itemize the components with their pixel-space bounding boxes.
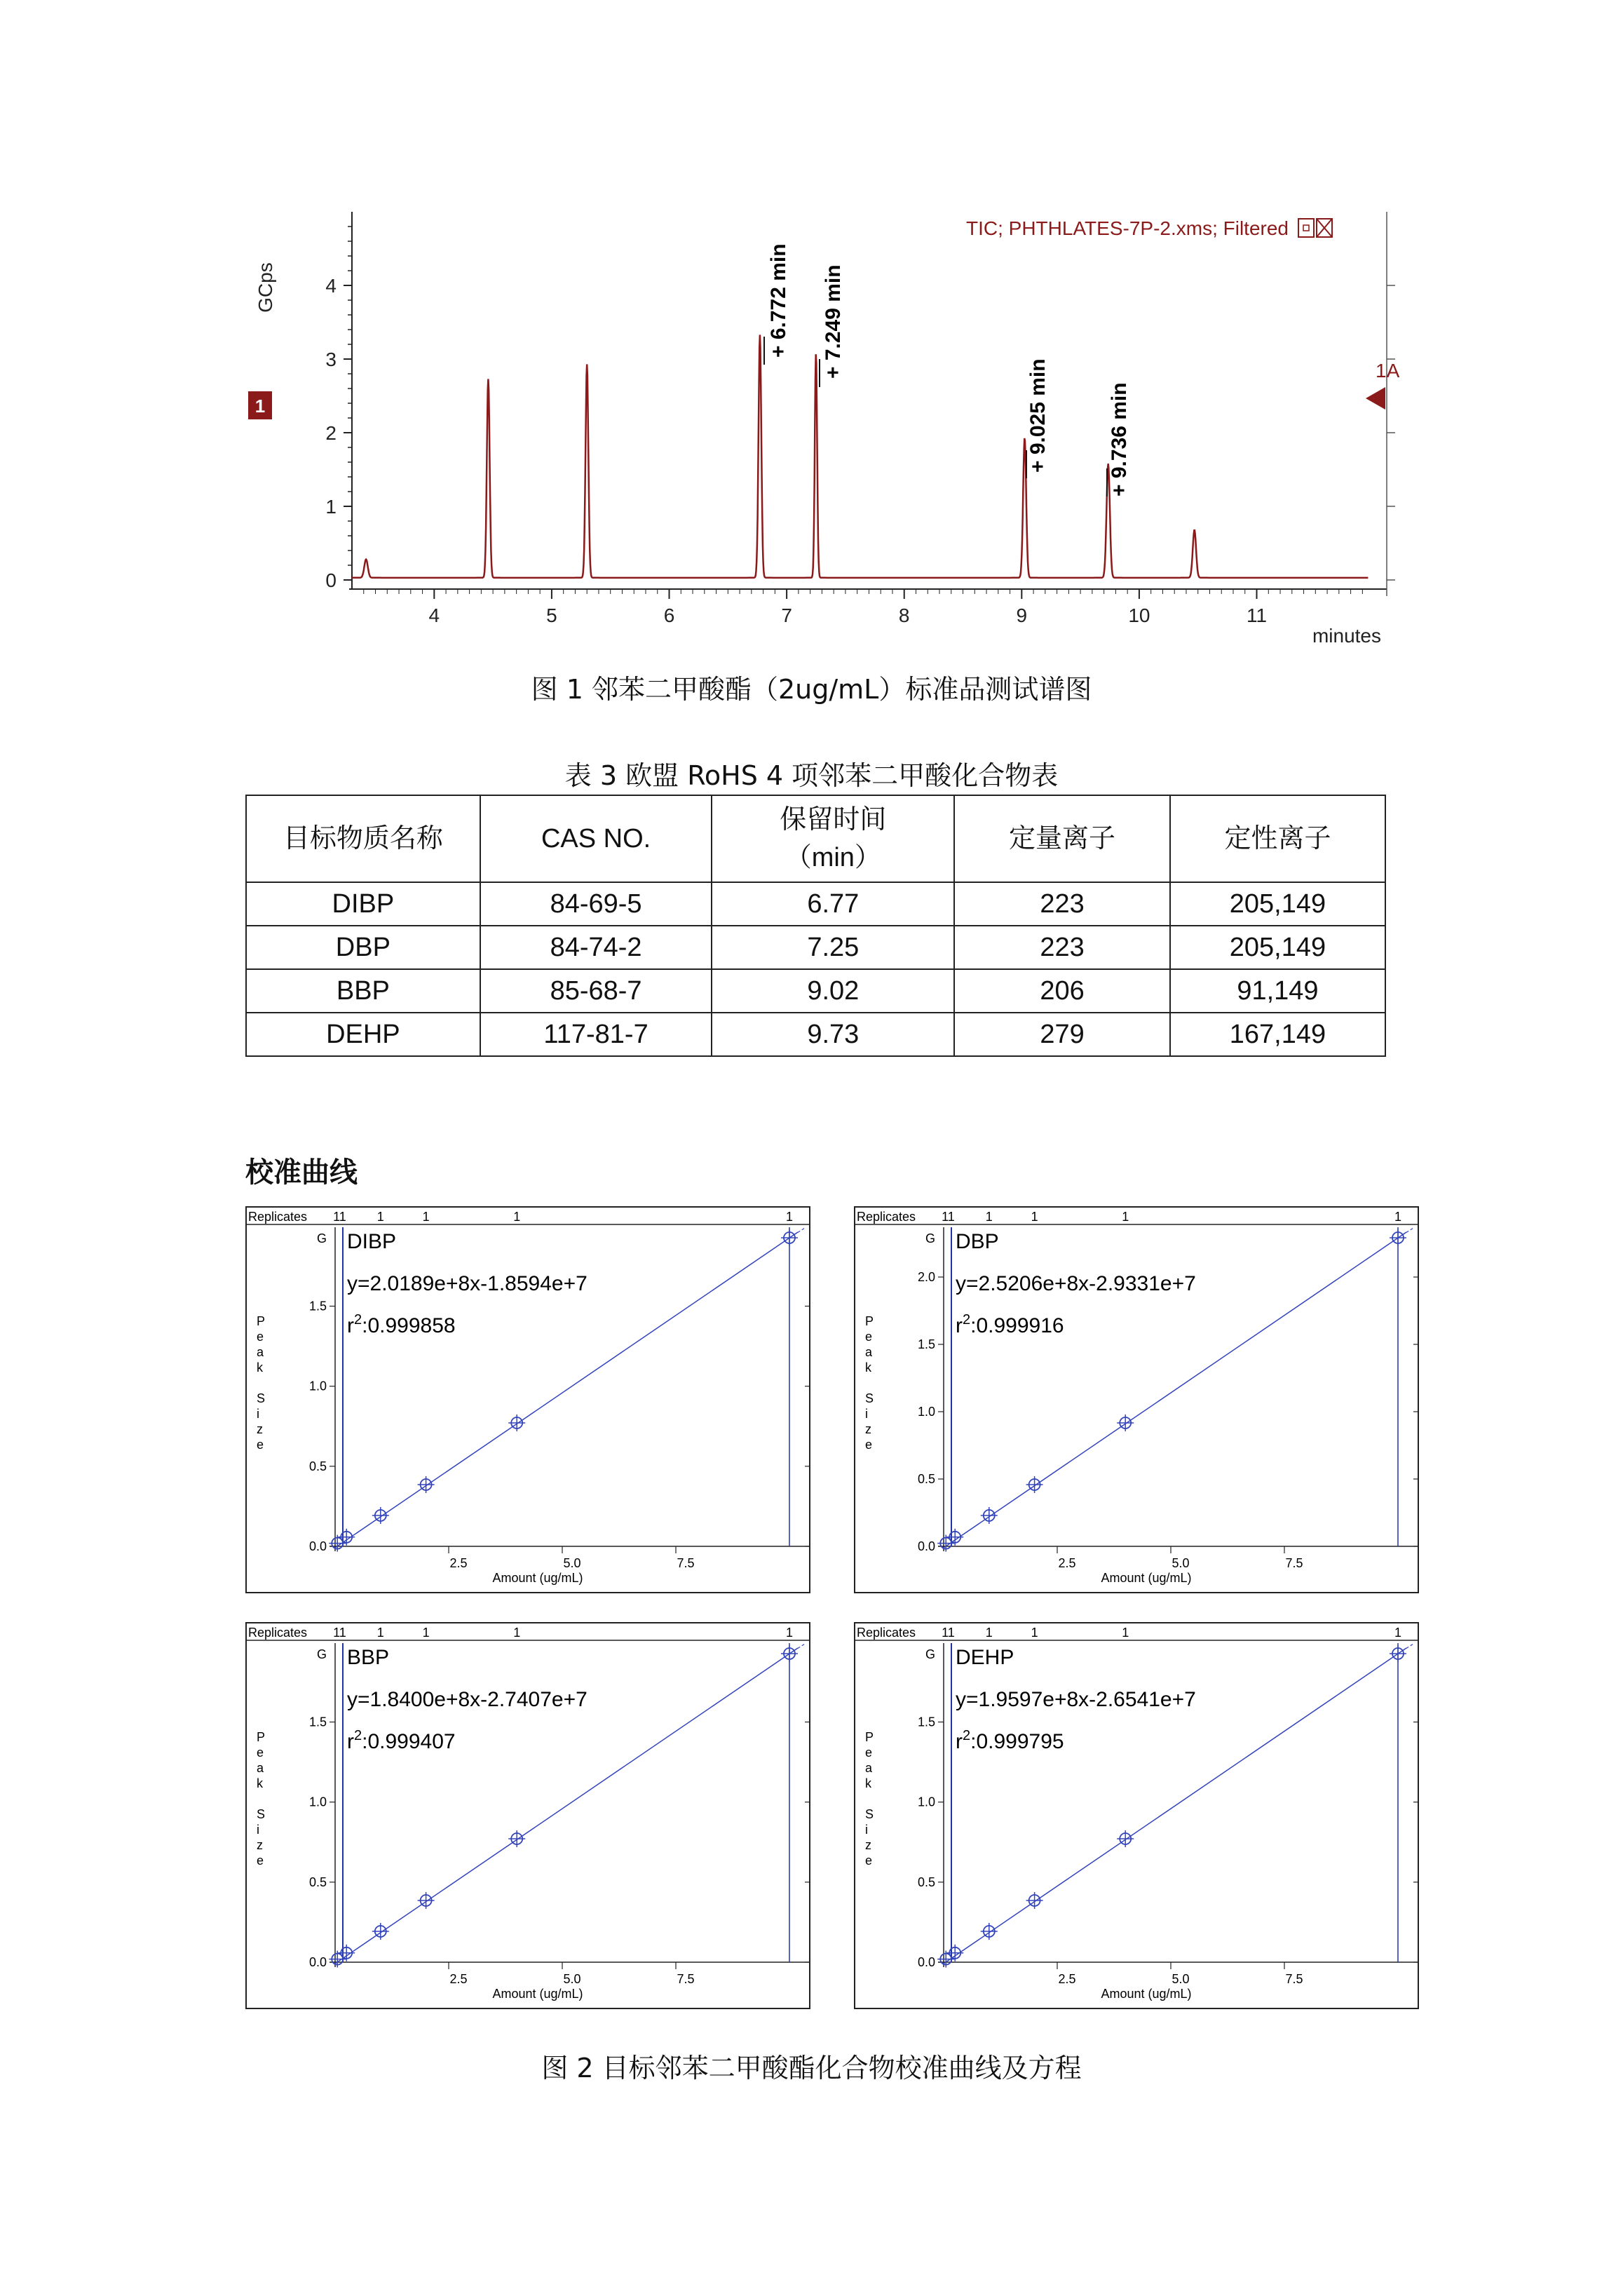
plot-x-tick-label: 5.0 — [1172, 1556, 1190, 1570]
plot-y-tick-label: 1.5 — [308, 1715, 327, 1729]
cell-qual: 91,149 — [1170, 969, 1385, 1013]
plot-frame — [246, 1207, 810, 1593]
plot-y-tick-label: 2.0 — [917, 1270, 935, 1284]
replicate-count: 1 — [1122, 1210, 1129, 1224]
table3-title: 表 3 欧盟 RoHS 4 项邻苯二甲酸化合物表 — [564, 760, 1059, 791]
replicate-count: 11 — [333, 1210, 346, 1224]
r-squared — [956, 1312, 1064, 1337]
r-squared-value: :0.999795 — [970, 1730, 1064, 1753]
plot-ylabel-letter: e — [257, 1438, 264, 1452]
cell-qual: 205,149 — [1170, 926, 1385, 969]
section-title-calibration: 校准曲线 — [245, 1156, 358, 1189]
calibration-plot-dibp — [245, 1206, 810, 1593]
calibration-equation: y=1.8400e+8x-2.7407e+7 — [347, 1688, 588, 1711]
plot-ylabel-letter: i — [865, 1823, 868, 1837]
plot-ylabel-letter: S — [865, 1807, 874, 1821]
x-tick-label: 10 — [1128, 605, 1150, 626]
compound-name: DIBP — [347, 1230, 397, 1253]
peak-label-text: + 9.736 min — [1108, 382, 1131, 497]
plot-x-tick-label: 2.5 — [449, 1972, 468, 1986]
plot-y-tick-label: 1.5 — [308, 1299, 327, 1314]
plot-ylabel-letter: P — [865, 1730, 874, 1744]
figure2-caption: 图 2 目标邻苯二甲酸酯化合物校准曲线及方程 — [541, 2053, 1082, 2084]
y-tick-label: 3 — [325, 349, 337, 370]
plot-x-tick-label: 5.0 — [1172, 1972, 1190, 1986]
table-header-row — [246, 795, 1385, 882]
cell-quant: 223 — [954, 882, 1170, 926]
plot-ylabel-letter: a — [865, 1761, 873, 1775]
peak-label-6772 — [764, 243, 790, 365]
plot-ylabel-letter: z — [257, 1422, 263, 1436]
replicate-count: 1 — [1394, 1626, 1402, 1640]
replicate-count: 1 — [1031, 1210, 1038, 1224]
r-squared — [956, 1728, 1064, 1753]
y-tick-label: 0 — [325, 569, 337, 591]
plot-ylabel-letter: P — [865, 1314, 874, 1328]
replicate-count: 11 — [942, 1210, 955, 1224]
replicate-count: 1 — [1394, 1210, 1402, 1224]
r-squared-superscript: 2 — [354, 1728, 362, 1743]
r-squared-superscript: 2 — [354, 1312, 362, 1328]
peak-label-7249 — [820, 264, 845, 387]
x-tick-label: 9 — [1016, 605, 1028, 626]
plot-ylabel-letter: i — [257, 1823, 259, 1837]
chromatogram-legend: TIC; PHTHLATES-7P-2.xms; Filtered — [965, 217, 1289, 239]
replicate-count: 1 — [513, 1626, 521, 1640]
unit-marker: G — [316, 1231, 327, 1245]
compound-name: DBP — [956, 1230, 999, 1253]
header-target-name: 目标物质名称 — [246, 795, 480, 882]
r-squared-prefix: r — [347, 1730, 354, 1753]
replicate-count: 1 — [785, 1626, 794, 1640]
chromatogram-ylabel: GCps — [254, 262, 276, 313]
x-tick-label: 4 — [428, 605, 440, 626]
y-tick-label: 1 — [325, 496, 337, 518]
cell-rt: 6.77 — [712, 882, 954, 926]
replicate-count: 1 — [376, 1626, 384, 1640]
cell-quant: 279 — [954, 1013, 1170, 1056]
r-squared-prefix: r — [956, 1730, 963, 1753]
plot-ylabel-letter: P — [257, 1730, 266, 1744]
cell-quant: 206 — [954, 969, 1170, 1013]
plot-y-tick-label: 0.0 — [308, 1955, 327, 1969]
plot-y-tick-label: 1.0 — [308, 1795, 327, 1809]
plot-ylabel-letter: e — [257, 1853, 264, 1868]
r-squared-value: :0.999858 — [362, 1314, 456, 1337]
right-marker-arrow[interactable] — [1366, 387, 1385, 410]
unit-marker: G — [925, 1231, 935, 1245]
y-tick-label: 4 — [325, 275, 337, 297]
chromatogram-xlabel: minutes — [1312, 625, 1381, 647]
r-squared-superscript: 2 — [963, 1728, 971, 1743]
plot-y-tick-label: 1.0 — [308, 1379, 327, 1393]
plot-ylabel-letter: a — [257, 1761, 264, 1775]
cell-rt: 9.02 — [712, 969, 954, 1013]
plot-frame — [246, 1623, 810, 2008]
plot-xlabel: Amount (ug/mL) — [492, 1987, 583, 2001]
plot-y-tick-label: 0.5 — [917, 1472, 935, 1486]
plot-ylabel-letter: e — [257, 1745, 264, 1760]
cell-cas: 84-69-5 — [480, 882, 712, 926]
x-tick-label: 8 — [898, 605, 910, 626]
plot-ylabel-letter: e — [865, 1745, 873, 1760]
plot-ylabel-letter: i — [865, 1407, 868, 1421]
right-marker-label: 1A — [1376, 360, 1400, 381]
chromatogram — [231, 203, 1409, 666]
cell-rt: 9.73 — [712, 1013, 954, 1056]
plot-ylabel-letter: S — [865, 1391, 874, 1405]
plot-ylabel-letter: k — [865, 1776, 871, 1790]
r-squared — [347, 1728, 456, 1753]
cell-name: BBP — [246, 969, 480, 1013]
calibration-plot-bbp — [245, 1622, 810, 2009]
plot-ylabel-letter: e — [865, 1438, 873, 1452]
table-row — [246, 882, 1385, 926]
compound-name: BBP — [347, 1646, 390, 1669]
plot-ylabel-letter: P — [257, 1314, 266, 1328]
plot-ylabel-letter: S — [257, 1807, 266, 1821]
replicate-count: 1 — [513, 1210, 521, 1224]
replicates-label: Replicates — [857, 1210, 916, 1224]
plot-x-tick-label: 7.5 — [677, 1972, 695, 1986]
replicates-label: Replicates — [857, 1626, 916, 1640]
replicates-label: Replicates — [248, 1626, 308, 1640]
plot-y-tick-label: 0.0 — [917, 1539, 935, 1553]
header-quant-ion: 定量离子 — [954, 795, 1170, 882]
plot-x-tick-label: 7.5 — [1285, 1972, 1303, 1986]
cell-cas: 84-74-2 — [480, 926, 712, 969]
cell-name: DBP — [246, 926, 480, 969]
replicate-count: 1 — [985, 1210, 993, 1224]
plot-x-tick-label: 5.0 — [563, 1972, 581, 1986]
x-tick-label: 5 — [546, 605, 557, 626]
r-squared-superscript: 2 — [963, 1312, 971, 1328]
plot-x-tick-label: 2.5 — [449, 1556, 468, 1570]
plot-ylabel-letter: z — [865, 1838, 871, 1852]
plot-x-tick-label: 7.5 — [1285, 1556, 1303, 1570]
r-squared-prefix: r — [956, 1314, 963, 1337]
replicate-count: 1 — [422, 1210, 430, 1224]
plot-y-tick-label: 1.0 — [917, 1795, 935, 1809]
plot-ylabel-letter: k — [257, 1776, 263, 1790]
x-tick-label: 7 — [781, 605, 792, 626]
plot-ylabel-letter: e — [865, 1853, 873, 1868]
plot-y-tick-label: 1.0 — [917, 1405, 935, 1419]
cell-qual: 167,149 — [1170, 1013, 1385, 1056]
calibration-equation: y=1.9597e+8x-2.6541e+7 — [956, 1688, 1196, 1711]
cell-quant: 223 — [954, 926, 1170, 969]
plot-y-tick-label: 1.5 — [917, 1337, 935, 1351]
cell-rt: 7.25 — [712, 926, 954, 969]
figure1-caption: 图 1 邻苯二甲酸酯（2ug/mL）标准品测试谱图 — [531, 674, 1092, 705]
plot-y-tick-label: 0.5 — [917, 1875, 935, 1889]
peak-label-text: + 7.249 min — [822, 264, 845, 379]
chromatogram-trace — [352, 335, 1368, 578]
replicates-label: Replicates — [248, 1210, 308, 1224]
peak-label-9736 — [1107, 382, 1131, 497]
plot-ylabel-letter: a — [257, 1345, 264, 1359]
header-retention-time: 保留时间 （min） — [712, 795, 954, 882]
r-squared-value: :0.999916 — [970, 1314, 1064, 1337]
r-squared-prefix: r — [347, 1314, 354, 1337]
cell-name: DEHP — [246, 1013, 480, 1056]
plot-y-tick-label: 0.0 — [917, 1955, 935, 1969]
header-cas-no: CAS NO. — [480, 795, 712, 882]
unit-marker: G — [925, 1647, 935, 1661]
plot-x-tick-label: 7.5 — [677, 1556, 695, 1570]
plot-ylabel-letter: a — [865, 1345, 873, 1359]
plot-ylabel-letter: k — [865, 1360, 871, 1375]
plot-ylabel-letter: z — [257, 1838, 263, 1852]
cell-qual: 205,149 — [1170, 882, 1385, 926]
x-tick-label: 11 — [1246, 605, 1268, 626]
cell-name: DIBP — [246, 882, 480, 926]
peak-label-9025 — [1026, 358, 1050, 478]
replicate-count: 1 — [1031, 1626, 1038, 1640]
legend-close-icon[interactable] — [1298, 219, 1332, 237]
replicate-count: 1 — [985, 1626, 993, 1640]
plot-x-tick-label: 5.0 — [563, 1556, 581, 1570]
unit-marker: G — [316, 1647, 327, 1661]
r-squared-value: :0.999407 — [362, 1730, 456, 1753]
plot-xlabel: Amount (ug/mL) — [1101, 1987, 1192, 2001]
plot-ylabel-letter: e — [257, 1330, 264, 1344]
trace-marker-label: 1 — [254, 396, 266, 417]
table-row — [246, 926, 1385, 969]
calibration-equation: y=2.0189e+8x-1.8594e+7 — [347, 1272, 588, 1295]
calibration-plot-dbp — [854, 1206, 1419, 1593]
plot-ylabel-letter: S — [257, 1391, 266, 1405]
peak-label-text: + 6.772 min — [767, 243, 790, 358]
replicate-count: 1 — [376, 1210, 384, 1224]
r-squared — [347, 1312, 456, 1337]
table-row — [246, 969, 1385, 1013]
plot-ylabel-letter: i — [257, 1407, 259, 1421]
peak-label-text: + 9.025 min — [1026, 358, 1050, 473]
plot-ylabel-letter: e — [865, 1330, 873, 1344]
calibration-equation: y=2.5206e+8x-2.9331e+7 — [956, 1272, 1196, 1295]
cell-cas: 117-81-7 — [480, 1013, 712, 1056]
header-qual-ion: 定性离子 — [1170, 795, 1385, 882]
cell-cas: 85-68-7 — [480, 969, 712, 1013]
calibration-plot-dehp — [854, 1622, 1419, 2009]
plot-frame — [855, 1623, 1418, 2008]
x-tick-label: 6 — [663, 605, 675, 626]
plot-y-tick-label: 0.0 — [308, 1539, 327, 1553]
plot-xlabel: Amount (ug/mL) — [1101, 1571, 1192, 1585]
plot-ylabel-letter: k — [257, 1360, 263, 1375]
plot-frame — [855, 1207, 1418, 1593]
replicate-count: 11 — [942, 1626, 955, 1640]
replicate-count: 1 — [785, 1210, 794, 1224]
replicate-count: 1 — [422, 1626, 430, 1640]
phthalates-table — [245, 795, 1386, 1057]
plot-ylabel-letter: z — [865, 1422, 871, 1436]
plot-xlabel: Amount (ug/mL) — [492, 1571, 583, 1585]
plot-y-tick-label: 1.5 — [917, 1715, 935, 1729]
plot-y-tick-label: 0.5 — [308, 1459, 327, 1473]
plot-y-tick-label: 0.5 — [308, 1875, 327, 1889]
plot-x-tick-label: 2.5 — [1058, 1972, 1076, 1986]
table-row — [246, 1013, 1385, 1056]
compound-name: DEHP — [956, 1646, 1014, 1669]
plot-x-tick-label: 2.5 — [1058, 1556, 1076, 1570]
replicate-count: 11 — [333, 1626, 346, 1640]
y-tick-label: 2 — [325, 422, 337, 444]
replicate-count: 1 — [1122, 1626, 1129, 1640]
